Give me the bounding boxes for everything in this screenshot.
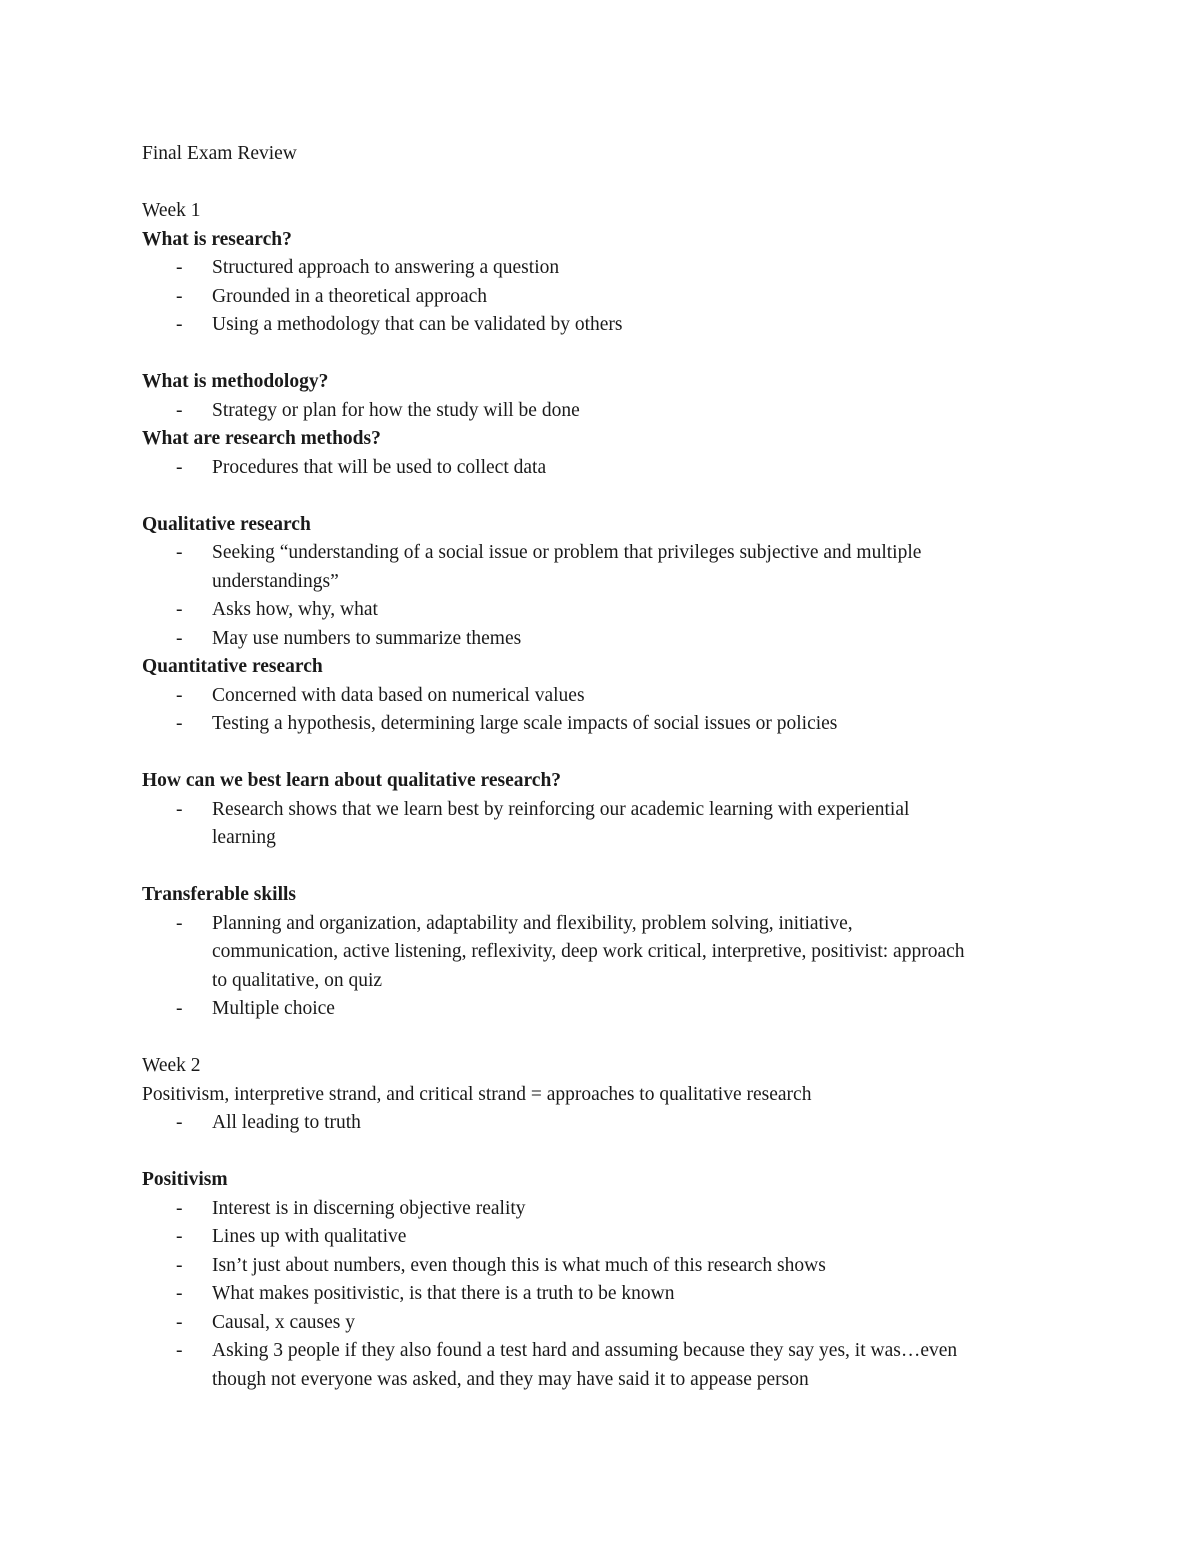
bullet-dash-icon: - [176,599,183,620]
bullet-dash-icon: - [176,399,183,421]
bullet-item [142,454,1062,483]
bullet-item [142,254,1062,283]
bullet-dash-icon: - [176,627,183,649]
section-heading: Positivism [142,1169,228,1190]
section-heading: How can we best learn about qualitative research? [142,770,562,791]
bullet-text-line: Asking 3 people if they also found a test hard and assuming because they say yes, it was…even [212,1340,958,1361]
bullet-text-line: though not everyone was asked, and they may have said it to appease person [212,1368,809,1390]
document-page [142,140,1062,1394]
bullet-text: All leading to truth [212,1112,361,1133]
bullet-item [142,796,1062,853]
bullet-item [142,1223,1062,1252]
bullet-dash-icon: - [176,1340,183,1361]
bullet-dash-icon: - [176,713,183,734]
bullet-item [142,1337,1062,1394]
bullet-item [142,1309,1062,1338]
bullet-text: Lines up with qualitative [212,1226,407,1247]
blank-line [142,853,1062,882]
section-heading: Quantitative research [142,656,323,677]
bullet-text: What makes positivistic, is that there is a truth to be known [212,1283,675,1304]
bullet-item [142,682,1062,711]
bullet-text: Asks how, why, what [212,599,378,620]
bullet-item [142,1280,1062,1309]
text-line: Positivism, interpretive strand, and critical strand = approaches to qualitative research [142,1083,812,1105]
bullet-item [142,1195,1062,1224]
section-heading: What is methodology? [142,371,329,392]
bullet-item [142,397,1062,426]
document-title: Final Exam Review [142,143,297,164]
bullet-text: Testing a hypothesis, determining large scale impacts of social issues or policies [212,713,838,734]
bullet-text: May use numbers to summarize themes [212,627,522,649]
bullet-dash-icon: - [176,1112,183,1133]
text-line: Week 1 [142,200,201,221]
text-line: Week 2 [142,1055,201,1076]
bullet-item [142,311,1062,340]
bullet-dash-icon: - [176,456,183,478]
bullet-text: Procedures that will be used to collect data [212,456,547,478]
bullet-dash-icon: - [176,998,183,1019]
bullet-text-line: understandings” [212,570,339,592]
bullet-dash-icon: - [176,542,183,563]
bullet-item [142,1252,1062,1281]
bullet-text-line: learning [212,827,276,848]
blank-line [142,1024,1062,1053]
bullet-dash-icon: - [176,285,183,307]
bullet-dash-icon: - [176,798,183,820]
bullet-dash-icon: - [176,1226,183,1247]
bullet-item [142,995,1062,1024]
bullet-item [142,596,1062,625]
blank-line [142,739,1062,768]
bullet-text-line: to qualitative, on quiz [212,969,383,991]
bullet-text-line: Seeking “understanding of a social issue or problem that privileges subjective and multiple [212,542,922,563]
blank-line [142,1138,1062,1167]
bullet-item [142,1109,1062,1138]
section-heading: Qualitative research [142,513,311,535]
blank-line [142,169,1062,198]
section-heading: What is research? [142,228,292,250]
bullet-text: Interest is in discerning objective reality [212,1197,526,1219]
blank-line [142,340,1062,369]
bullet-text: Concerned with data based on numerical values [212,684,585,706]
bullet-text: Grounded in a theoretical approach [212,285,488,307]
bullet-dash-icon: - [176,912,183,934]
bullet-item [142,283,1062,312]
bullet-item [142,539,1062,596]
bullet-item [142,910,1062,996]
bullet-item [142,625,1062,654]
bullet-dash-icon: - [176,684,183,706]
bullet-text: Strategy or plan for how the study will be done [212,399,580,421]
section-heading: Transferable skills [142,884,297,905]
document-body [142,169,1062,1395]
bullet-dash-icon: - [176,1254,183,1276]
bullet-dash-icon: - [176,257,183,278]
bullet-text-line: communication, active listening, reflexivity, deep work critical, interpretive, positivist: approach [212,941,965,962]
bullet-item [142,710,1062,739]
bullet-text: Multiple choice [212,998,335,1019]
bullet-text: Isn’t just about numbers, even though this is what much of this research shows [212,1254,826,1276]
bullet-dash-icon: - [176,1283,183,1304]
section-heading: What are research methods? [142,428,381,449]
bullet-text: Structured approach to answering a question [212,257,560,278]
bullet-dash-icon: - [176,314,183,335]
bullet-dash-icon: - [176,1311,183,1333]
bullet-text: Causal, x causes y [212,1311,355,1333]
bullet-dash-icon: - [176,1197,183,1219]
bullet-text-line: Research shows that we learn best by reinforcing our academic learning with experiential [212,798,910,820]
blank-line [142,482,1062,511]
bullet-text-line: Planning and organization, adaptability and flexibility, problem solving, initiative, [212,912,853,934]
bullet-text: Using a methodology that can be validated by others [212,314,623,335]
